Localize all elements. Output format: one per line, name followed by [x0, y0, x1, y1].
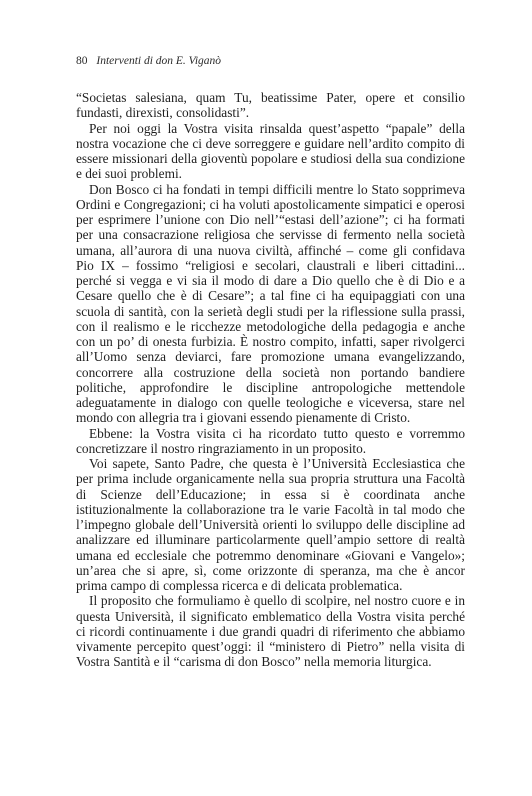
page-number: 80 [76, 55, 88, 67]
paragraph-don-bosco: Don Bosco ci ha fondati in tempi difficili mentre lo Stato sopprimeva Ordini e Congregazioni; ci ha voluti apostolicamente simpatici e operosi per esprimere l’unione con Dio nell’“estasi dell’azione”; ci ha formati per una consacrazione religiosa che servisse di fermento nella società umana, all’aurora di una nuova civiltà, affinché – come gli confidava Pio IX – fossimo “religiosi e secolari, claustrali e liberi cittadini... perché si vegga e vi sia il modo di dare a Dio quello che è di Dio e a Cesare quello che è di Cesare”; a tal fine ci ha equipaggiati con una scuola di santità, con la serietà degli studi per la riflessione sulla prassi, con il realismo e le ricchezze metodologiche della pedagogia e anche con un po’ di onesta furbizia. È nostro compito, infatti, saper rivolgerci all’Uomo senza deviarci, fare promozione umana evangelizzando, concorrere alla costruzione della società non portando bandiere politiche, approfondire le discipline antropologiche mettendole adeguatamente in dialogo con quelle teologiche e viceversa, stare nel mondo con allegria tra i giovani essendo pienamente di Cristo. [76, 181, 465, 426]
paragraph-papal-aspect: Per noi oggi la Vostra visita rinsalda quest’aspetto “papale” della nostra vocazione che ci deve sorreggere e guidare nell’ardito compito di essere missionari della gioventù popolare e studiosi della sua condizione e dei suoi problemi. [76, 120, 465, 182]
body-text [76, 90, 465, 670]
running-head-title: Interventi di don E. Viganò [96, 55, 222, 67]
paragraph-proposal: Il proposito che formuliamo è quello di scolpire, nel nostro cuore e in questa Università, il significato emblematico della Vostra visita perché ci ricordi continuamente i due grandi quadri di riferimento che abbiamo vivamente percepito quest’oggi: il “ministero di Pietro” nella visita di Vostra Santità e il “carisma di don Bosco” nella memoria liturgica. [76, 593, 465, 670]
running-head [76, 55, 221, 67]
paragraph-university: Voi sapete, Santo Padre, che questa è l’Università Ecclesiastica che per prima include organicamente nella sua propria struttura una Facoltà di Scienze dell’Educazione; in essa si è coordinata anche istituzionalmente la collaborazione tra le varie Facoltà in tal modo che l’impegno globale dell’Università orienti lo sviluppo delle discipline ad analizzare ed illuminare particolarmente quell’ampio settore di realtà umana ed ecclesiale che potremmo denominare «Giovani e Vangelo»; un’area che si apre, sì, come orizzonte di speranza, ma che è ancor prima campo di complessa ricerca e di delicata problematica. [76, 456, 465, 593]
paragraph-proposal-intro: Ebbene: la Vostra visita ci ha ricordato tutto questo e vorremmo concretizzare il nostro ringraziamento in un proposito. [76, 425, 465, 456]
paragraph-quotation: “Societas salesiana, quam Tu, beatissime Pater, opere et consilio fundasti, direxisti, consolidasti”. [76, 90, 465, 121]
